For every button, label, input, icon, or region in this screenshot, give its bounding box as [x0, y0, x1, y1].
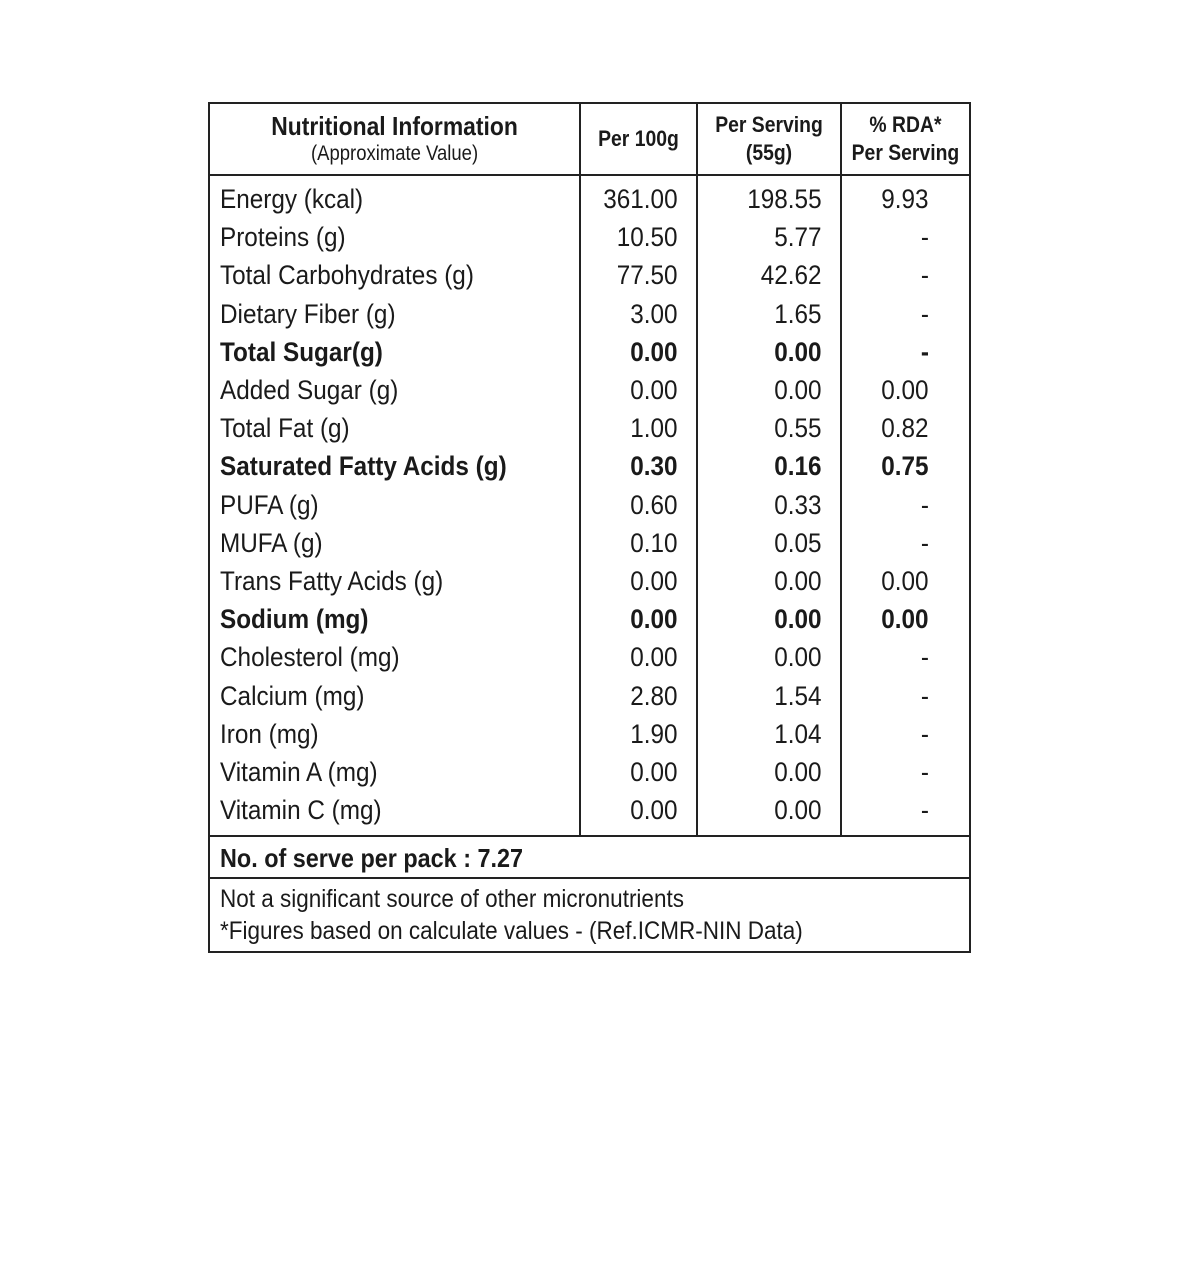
rda-value: 0.00 [881, 565, 929, 596]
per-100g-value-cell [580, 486, 697, 524]
table-row [210, 715, 969, 753]
nutrient-name: Calcium (mg) [220, 680, 365, 711]
rda-value-cell [841, 676, 969, 714]
nutrition-facts-panel [208, 102, 971, 953]
nutrition-table [210, 104, 969, 835]
footnote-line-2: *Figures based on calculate values - (Ref.ICMR-NIN Data) [220, 917, 803, 946]
nutrient-name-cell [210, 524, 580, 562]
nutrient-name: Iron (mg) [220, 718, 319, 749]
table-row [210, 562, 969, 600]
per-100g-value: 3.00 [630, 298, 678, 329]
per-100g-value: 2.80 [630, 680, 678, 711]
table-row [210, 333, 969, 371]
per-serving-value-cell [697, 524, 841, 562]
per-serving-value: 1.54 [774, 680, 822, 711]
per-100g-value: 0.00 [630, 565, 678, 596]
table-row [210, 638, 969, 676]
nutrient-name-cell [210, 600, 580, 638]
per-serving-value-cell [697, 715, 841, 753]
per-serving-value-cell [697, 600, 841, 638]
nutrient-name-cell [210, 218, 580, 256]
serving-size-label: (55g) [745, 140, 793, 165]
nutrient-name-cell [210, 791, 580, 835]
nutrient-name-cell [210, 715, 580, 753]
per-100g-value: 0.00 [630, 375, 678, 406]
table-row [210, 447, 969, 485]
rda-value: 0.82 [881, 413, 929, 444]
per-serving-value: 0.05 [774, 527, 822, 558]
per-100g-value: 0.00 [630, 756, 678, 787]
nutrient-name: Total Carbohydrates (g) [220, 260, 474, 291]
per-serving-value-cell [697, 447, 841, 485]
table-subtitle: (Approximate Value) [311, 142, 479, 165]
nutrient-rows [210, 175, 969, 835]
per-serving-value-cell [697, 638, 841, 676]
rda-value-cell [841, 447, 969, 485]
per-serving-value: 0.55 [774, 413, 822, 444]
per-100g-value-cell [580, 175, 697, 218]
nutrient-name: MUFA (g) [220, 527, 323, 558]
rda-value-cell [841, 753, 969, 791]
rda-value-cell [841, 295, 969, 333]
nutrient-name-cell [210, 676, 580, 714]
table-row [210, 256, 969, 294]
per-100g-label: Per 100g [598, 126, 679, 151]
per-100g-value-cell [580, 218, 697, 256]
rda-value: 9.93 [881, 184, 929, 215]
rda-value: - [920, 336, 929, 367]
nutrient-name: Added Sugar (g) [220, 375, 399, 406]
per-serving-value-cell [697, 676, 841, 714]
table-row [210, 486, 969, 524]
nutrient-name-cell [210, 447, 580, 485]
nutrient-name-cell [210, 333, 580, 371]
footnote [210, 877, 969, 951]
nutrient-name-cell [210, 371, 580, 409]
nutrient-name: Saturated Fatty Acids (g) [220, 451, 507, 482]
per-100g-value: 0.30 [630, 451, 678, 482]
per-serving-value-cell [697, 295, 841, 333]
nutrient-name-cell [210, 409, 580, 447]
per-100g-value: 361.00 [603, 184, 678, 215]
per-100g-value: 0.00 [630, 604, 678, 635]
nutrient-name: Energy (kcal) [220, 184, 364, 215]
rda-value: - [920, 642, 929, 673]
rda-value: - [920, 680, 929, 711]
per-100g-value-cell [580, 676, 697, 714]
table-row [210, 600, 969, 638]
per-100g-value-cell [580, 715, 697, 753]
per-100g-value-cell [580, 524, 697, 562]
rda-value-cell [841, 524, 969, 562]
table-row [210, 676, 969, 714]
rda-value-cell [841, 562, 969, 600]
rda-value-cell [841, 486, 969, 524]
per-100g-value: 77.50 [617, 260, 678, 291]
rda-value-cell [841, 256, 969, 294]
rda-column-header [849, 104, 962, 175]
table-title: Nutritional Information [271, 111, 518, 141]
per-100g-value-cell [580, 638, 697, 676]
nutrient-name: Vitamin A (mg) [220, 756, 378, 787]
rda-value-cell [841, 409, 969, 447]
per-serving-value-cell [697, 791, 841, 835]
per-serving-value: 198.55 [747, 184, 822, 215]
rda-value-cell [841, 791, 969, 835]
per-serving-value: 0.00 [774, 795, 822, 826]
per-serving-value: 0.16 [774, 451, 822, 482]
rda-value: - [920, 756, 929, 787]
per-serving-value-cell [697, 562, 841, 600]
table-row [210, 753, 969, 791]
nutrient-name-cell [210, 295, 580, 333]
table-row [210, 524, 969, 562]
table-row [210, 218, 969, 256]
rda-value: 0.00 [881, 375, 929, 406]
nutrient-name: Proteins (g) [220, 222, 346, 253]
per-serving-value: 0.33 [774, 489, 822, 520]
nutrient-name-cell [210, 638, 580, 676]
nutrient-name: Trans Fatty Acids (g) [220, 565, 444, 596]
rda-per-serving-label: Per Serving [851, 140, 960, 165]
footnote-line-1: Not a significant source of other micronutrients [220, 885, 684, 914]
per-100g-value-cell [580, 791, 697, 835]
per-100g-value-cell [580, 256, 697, 294]
per-100g-value: 1.00 [630, 413, 678, 444]
per-100g-value-cell [580, 295, 697, 333]
per-serving-value: 0.00 [774, 756, 822, 787]
nutrient-name-cell [210, 562, 580, 600]
nutrient-name: Dietary Fiber (g) [220, 298, 396, 329]
per-serving-column-header [706, 104, 833, 175]
rda-value: - [920, 260, 929, 291]
per-serving-value-cell [697, 218, 841, 256]
rda-value: 0.00 [881, 604, 929, 635]
nutrient-name: Sodium (mg) [220, 604, 369, 635]
rda-value: - [920, 489, 929, 520]
per-serving-value-cell [697, 486, 841, 524]
nutrient-name: Cholesterol (mg) [220, 642, 400, 673]
table-row [210, 371, 969, 409]
per-serving-label: Per Serving [715, 112, 823, 137]
rda-value: - [920, 527, 929, 558]
per-serving-value-cell [697, 333, 841, 371]
nutrient-name: PUFA (g) [220, 489, 319, 520]
per-100g-value: 10.50 [617, 222, 678, 253]
per-serving-value-cell [697, 409, 841, 447]
nutrient-name-cell [210, 175, 580, 218]
per-serving-value-cell [697, 256, 841, 294]
rda-value: - [920, 298, 929, 329]
per-serving-value: 0.00 [774, 336, 822, 367]
per-100g-value: 0.00 [630, 642, 678, 673]
rda-value: - [920, 718, 929, 749]
per-100g-value-cell [580, 447, 697, 485]
per-serving-value: 1.65 [774, 298, 822, 329]
nutrient-name-cell [210, 753, 580, 791]
table-header-row [210, 104, 969, 175]
nutrient-name-cell [210, 486, 580, 524]
rda-value-cell [841, 333, 969, 371]
serves-per-pack [210, 835, 969, 877]
per-100g-value-cell [580, 600, 697, 638]
per-serving-value: 1.04 [774, 718, 822, 749]
nutrient-name-cell [210, 256, 580, 294]
serves-per-pack-text: No. of serve per pack : 7.27 [220, 843, 524, 874]
rda-value-cell [841, 715, 969, 753]
rda-value: - [920, 222, 929, 253]
per-100g-value-cell [580, 371, 697, 409]
per-serving-value: 5.77 [774, 222, 822, 253]
per-serving-value: 0.00 [774, 565, 822, 596]
per-serving-value: 0.00 [774, 604, 822, 635]
per-serving-value-cell [697, 175, 841, 218]
per-100g-value-cell [580, 409, 697, 447]
per-100g-value: 1.90 [630, 718, 678, 749]
per-100g-value-cell [580, 753, 697, 791]
per-100g-value: 0.00 [630, 795, 678, 826]
rda-value-cell [841, 371, 969, 409]
rda-value: - [920, 795, 929, 826]
per-serving-value-cell [697, 753, 841, 791]
table-row [210, 409, 969, 447]
nutrient-name: Total Sugar(g) [220, 336, 383, 367]
rda-value-cell [841, 175, 969, 218]
per-100g-value-cell [580, 562, 697, 600]
nutrient-name: Vitamin C (mg) [220, 795, 382, 826]
per-100g-value: 0.10 [630, 527, 678, 558]
rda-value-cell [841, 638, 969, 676]
table-row [210, 175, 969, 218]
rda-value: 0.75 [881, 451, 929, 482]
nutrient-column-header [232, 104, 558, 175]
per-serving-value: 0.00 [774, 375, 822, 406]
per-serving-value: 0.00 [774, 642, 822, 673]
per-100g-value: 0.00 [630, 336, 678, 367]
per-100g-value: 0.60 [630, 489, 678, 520]
table-row [210, 791, 969, 835]
per-100g-value-cell [580, 333, 697, 371]
per-serving-value: 42.62 [761, 260, 822, 291]
rda-value-cell [841, 218, 969, 256]
per-serving-value-cell [697, 371, 841, 409]
per-100g-column-header [587, 104, 690, 175]
nutrient-name: Total Fat (g) [220, 413, 350, 444]
rda-value-cell [841, 600, 969, 638]
rda-label: % RDA* [869, 112, 942, 137]
table-row [210, 295, 969, 333]
